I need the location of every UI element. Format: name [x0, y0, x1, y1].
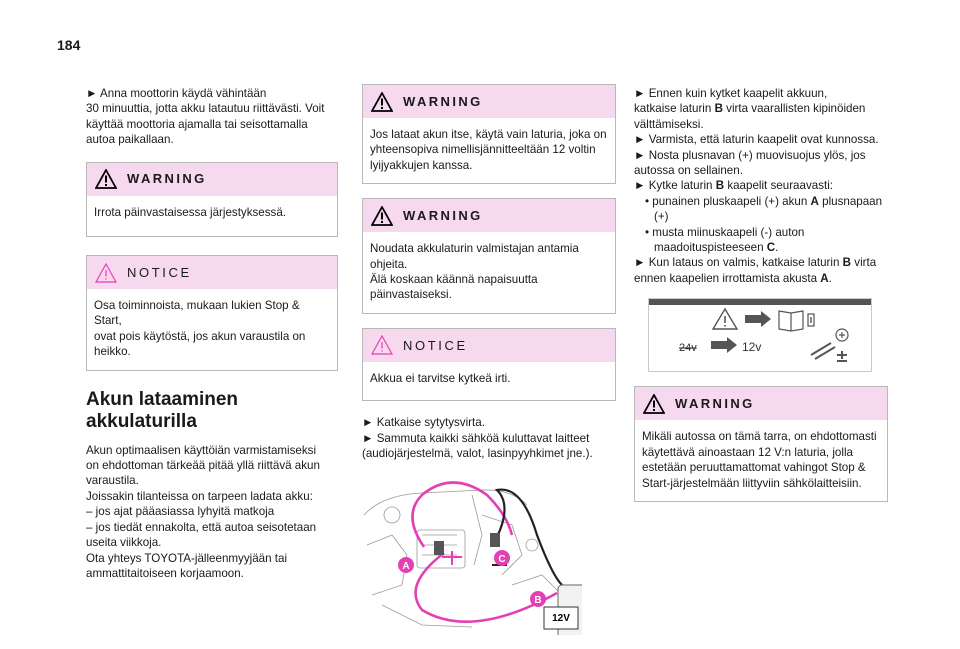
label-b: B [534, 595, 542, 607]
column-1 [86, 86, 338, 581]
label-12v: 12v [742, 340, 762, 355]
ground-ref-c: C [766, 241, 776, 255]
warning-header [363, 199, 615, 232]
label-24v: 24v [679, 342, 697, 355]
sticker-graphics [649, 299, 873, 373]
label-sticker-illustration [648, 298, 872, 372]
text-run: • punainen pluskaapeli (+) akun [645, 194, 811, 208]
charger-ref-b: B [714, 102, 723, 116]
intro-paragraph: ► Anna moottorin käydä vähintään 30 minuuttia, jotta akku latautuu riittävästi. Voit käyttää moottoria ajamalla tai seisottamalla autoa paikallaan. [86, 87, 325, 147]
warning-text: Jos lataat akun itse, käytä vain laturia, joka on yhteensopiva nimellisjännitteeltään 12 voltin lyijyakkujen kanssa. [370, 128, 607, 172]
charger-clamp-icon [811, 329, 848, 361]
notice-box [362, 328, 616, 401]
warning-header [363, 85, 615, 118]
text-run: plusnapaan (+) [654, 194, 883, 224]
arrow-icon [711, 337, 737, 353]
notice-header [363, 329, 615, 362]
warning-text: Irrota päinvastaisessa järjestyksessä. [94, 205, 287, 219]
text-run: . [828, 271, 832, 285]
notice-icon [371, 335, 393, 355]
warning-header [87, 163, 337, 196]
warning-title: WARNING [403, 208, 483, 224]
notice-icon [95, 263, 117, 283]
charger-diagram [362, 475, 582, 635]
warning-box [86, 162, 338, 237]
notice-title: NOTICE [127, 264, 192, 280]
arrow-icon [745, 311, 771, 327]
list-item [634, 194, 888, 225]
warning-icon [371, 92, 393, 112]
warning-header [635, 387, 887, 420]
list-item [634, 225, 888, 256]
label-c: C [498, 554, 506, 566]
text-run: ► Ennen kuin kytket kaapelit akkuun, katkaise laturin [634, 87, 828, 116]
notice-text: Osa toiminnoista, mukaan lukien Stop & Start, ovat pois käytöstä, jos akun varaustila on heikko. [94, 299, 306, 359]
instructions-paragraph [634, 86, 888, 194]
column-3 [634, 86, 888, 502]
manual-book-icon [779, 311, 814, 331]
warning-title: WARNING [675, 396, 755, 412]
column-2 [362, 86, 616, 625]
warning-box [634, 386, 888, 502]
charger-voltage: 12V [552, 613, 570, 625]
warning-text: Mikäli autossa on tämä tarra, on ehdottomasti käytettävä ainoastaan 12 V:n laturia, jolla estetään peruuttamattomat vahingot Stop & Start-järjestelmään liittyviin sähkölaitteisiin. [642, 430, 877, 490]
notice-header [87, 256, 337, 289]
warning-box [362, 84, 616, 184]
text-run: ► Kun lataus on valmis, katkaise laturin [634, 256, 843, 270]
warning-text: Noudata akkulaturin valmistajan antamia ohjeita. Älä koskaan käännä napaisuutta päinvastaiseksi. [370, 242, 579, 302]
notice-title: NOTICE [403, 337, 468, 353]
text-run: kaapelit seuraavasti: [724, 179, 834, 193]
text-run: virta vaarallisten kipinöiden välttämiseksi. ► Varmista, että laturin kaapelit ovat kunnossa. ► Nosta plusnavan (+) muovisuojus ylös, jos autossa on sellainen. ► Kytke laturin [634, 102, 879, 193]
steps-paragraph: ► Katkaise sytytysvirta. ► Sammuta kaikki sähköä kuluttavat laitteet (audiojärjestelmä, valot, lasinpyyhkimet jne.). [362, 416, 593, 461]
warning-box [362, 198, 616, 314]
warning-icon [713, 309, 737, 329]
text-run: virta ennen kaapelien irrottamista akusta [634, 256, 877, 285]
notice-text: Akkua ei tarvitse kytkeä irti. [370, 371, 511, 385]
warning-icon [643, 394, 665, 414]
battery-ref-a: A [820, 271, 829, 285]
charger-ref-b: B [842, 256, 852, 270]
text-run: • musta miinuskaapeli (-) auton maadoituspisteeseen [645, 225, 805, 255]
warning-icon [371, 206, 393, 226]
section-text: Akun optimaalisen käyttöiän varmistamiseksi on ehdottoman tärkeää pitää yllä riittävä akun varaustila. Joissakin tilanteissa on tarpeen ladata akku: – jos ajat pääasiassa lyhyitä matkoja – jos tiedät ennakolta, että autoa seisotetaan useita viikkoja. Ota yhteys TOYOTA-jälleenmyyjään tai ammattitaitoiseen korjaamoon. [86, 443, 320, 580]
finish-paragraph [634, 255, 888, 286]
section-title: Akun lataaminen akkulaturilla [86, 388, 239, 432]
battery-ref-a: A [810, 194, 819, 208]
charger-ref-b: B [715, 179, 725, 193]
notice-box [86, 255, 338, 371]
label-a: A [402, 561, 410, 573]
connection-list [634, 194, 888, 256]
charger-illustration [362, 475, 582, 625]
page-number: 184 [57, 37, 81, 53]
warning-title: WARNING [403, 93, 483, 109]
warning-title: WARNING [127, 171, 207, 187]
warning-icon [95, 169, 117, 189]
text-run: . [775, 241, 779, 255]
